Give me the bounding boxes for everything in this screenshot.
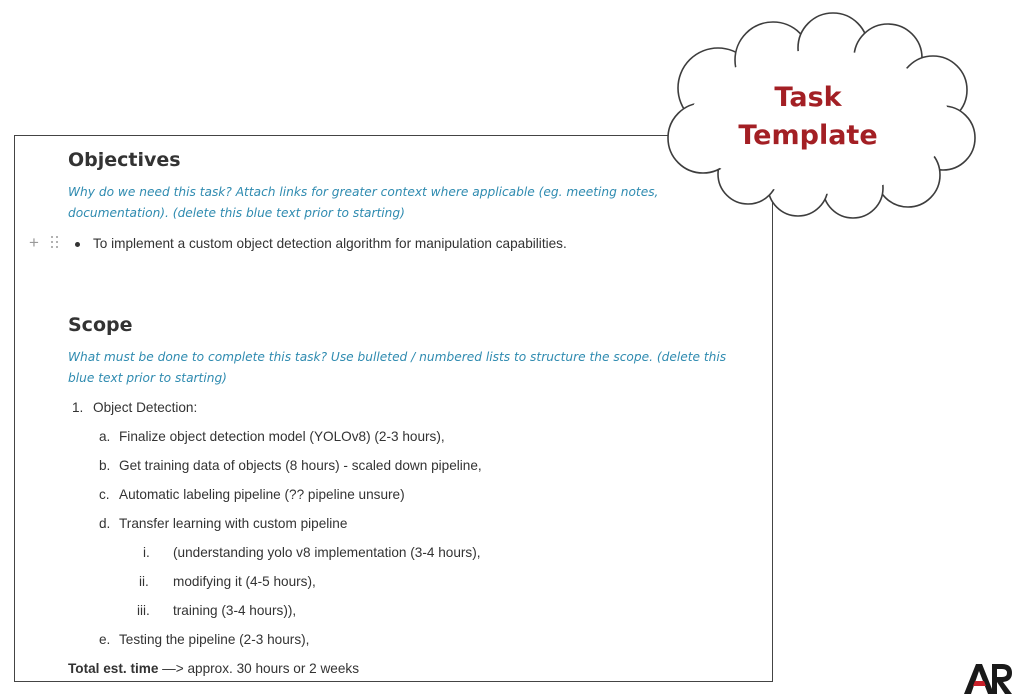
scope-sublist-item-a[interactable] xyxy=(99,429,445,444)
objectives-heading: Objectives xyxy=(68,149,181,171)
list-item-text: (understanding yolo v8 implementation (3-4 hours), xyxy=(173,545,481,560)
scope-sublist-item-e[interactable] xyxy=(99,632,309,647)
list-item-text: Transfer learning with custom pipeline xyxy=(119,516,348,531)
list-marker: e. xyxy=(99,632,111,647)
total-estimate-label: Total est. time xyxy=(68,661,159,676)
cloud-title-line1: Task xyxy=(774,82,842,113)
bullet-dot-icon xyxy=(75,242,80,247)
list-marker: 1. xyxy=(72,400,84,415)
list-marker: d. xyxy=(99,516,111,531)
scope-list-item-1[interactable] xyxy=(72,400,197,415)
list-item-text: Automatic labeling pipeline (?? pipeline unsure) xyxy=(119,487,405,502)
list-item-text: Testing the pipeline (2-3 hours), xyxy=(119,632,310,647)
add-block-icon[interactable]: + xyxy=(29,233,39,252)
list-marker: c. xyxy=(99,487,110,502)
list-item-text: modifying it (4-5 hours), xyxy=(173,574,316,589)
total-estimate-line xyxy=(68,661,359,676)
scope-sublist-item-d[interactable] xyxy=(99,516,347,531)
list-marker: ii. xyxy=(139,574,149,589)
objective-bullet-item[interactable]: To implement a custom object detection algorithm for manipulation capabilities. xyxy=(93,236,567,251)
scope-hint-text: What must be done to complete this task? Use bulleted / numbered lists to structure the scope. (delete this blue text prior to starting) xyxy=(68,350,727,385)
total-estimate-value: —> approx. 30 hours or 2 weeks xyxy=(158,661,360,676)
list-item-text: Finalize object detection model (YOLOv8) (2-3 hours), xyxy=(119,429,445,444)
scope-sublist-item-b[interactable] xyxy=(99,458,482,473)
scope-sublist-item-c[interactable] xyxy=(99,487,405,502)
scope-subsublist-item-iii[interactable] xyxy=(137,603,296,618)
objectives-hint-text: Why do we need this task? Attach links for greater context where applicable (eg. meeting notes, documentation). (delete this blue text prior to starting) xyxy=(68,185,659,220)
list-marker: a. xyxy=(99,429,111,444)
list-item-text: training (3-4 hours)), xyxy=(173,603,297,618)
ar-logo-icon xyxy=(962,660,1014,696)
list-item-text: Object Detection: xyxy=(93,400,198,415)
list-marker: b. xyxy=(99,458,111,473)
cloud-title-line2: Template xyxy=(738,120,878,151)
scope-subsublist-item-ii[interactable] xyxy=(139,574,316,589)
scope-heading: Scope xyxy=(68,314,133,336)
list-marker: iii. xyxy=(137,603,150,618)
list-item-text: Get training data of objects (8 hours) - scaled down pipeline, xyxy=(119,458,482,473)
scope-subsublist-item-i[interactable] xyxy=(143,545,481,560)
list-marker: i. xyxy=(143,545,150,560)
drag-handle-icon[interactable] xyxy=(51,236,59,248)
